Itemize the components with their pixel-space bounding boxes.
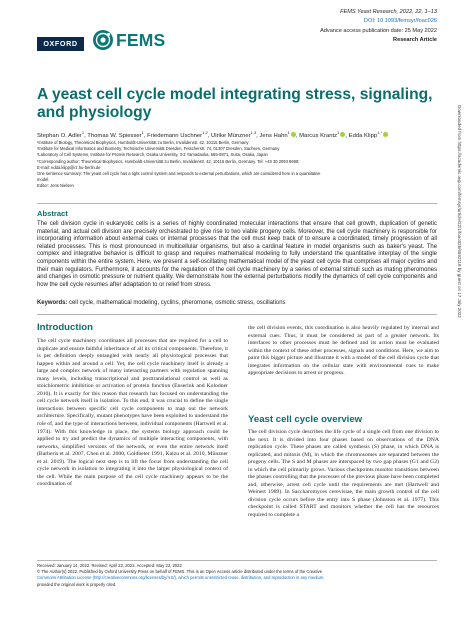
article-title: A yeast cell cycle model integrating stress, signaling, and physiology bbox=[37, 86, 433, 122]
corresponding-email: E-mail: edda.klipp@rz.hu-berlin.de bbox=[37, 164, 101, 170]
author-name[interactable] bbox=[147, 130, 208, 139]
article-type: Research Article bbox=[393, 36, 437, 43]
affiliation-3: ³Laboratory of Cell Systems, Institute for Protein Research, Osaka University, 3-2 Yamadaoka, 565-0871, Suita, Osaka, Japan bbox=[37, 152, 268, 158]
keywords-label: Keywords: bbox=[37, 300, 68, 306]
author-label: Edda Klipp bbox=[348, 132, 378, 139]
divider bbox=[37, 203, 437, 204]
section-heading-cell-cycle: Yeast cell cycle overview bbox=[248, 414, 363, 425]
author-affiliation-marker: 1 bbox=[81, 130, 85, 135]
author-name[interactable] bbox=[211, 130, 257, 139]
body-text-top: the cell division events, this coordination is also heavily regulated by internal and external cues. Thus, it must be considered as part of a greater network. Its interfaces to other processes must be defined and its action must be evaluated within the context of these other processes, signals and conditions. Here, we aim to paint this bigger picture and illustrate it with a model of the cell division cycle that integrates information on the cellular state with environmental cues to make appropriate decisions to arrest or progress. bbox=[248, 325, 439, 377]
author-affiliation-marker: 1,* bbox=[377, 130, 383, 135]
fems-logo bbox=[92, 29, 165, 51]
affiliations bbox=[37, 140, 437, 190]
author-name[interactable] bbox=[37, 130, 85, 139]
author-name[interactable] bbox=[348, 130, 388, 139]
affiliation-1: ¹Institute of Biology, Theoretical Biophysics, Humboldt-Universität zu Berlin, Invalidenstr. 42, 10115 Berlin, Germany bbox=[37, 140, 249, 145]
license-line-1: © The Author(s) 2022. Published by Oxford University Press on behalf of FEMS. This is an Open Access article distributed under the terms of the Creative bbox=[37, 569, 323, 575]
author-separator: , bbox=[143, 132, 148, 139]
journal-info bbox=[217, 8, 437, 45]
divider bbox=[37, 560, 437, 561]
author-label: Thomas W. Spiesser bbox=[87, 132, 142, 139]
author-affiliation-marker: 1 bbox=[337, 130, 340, 135]
affiliation-2: ²Institute for Medical Informatics and Biometry, Technische Universität Dresden, Fetscherstr. 74, 01307 Dresden, Sachsen, Germany bbox=[37, 146, 280, 152]
editor: Editor: Jens Nielsen bbox=[37, 183, 74, 189]
orcid-icon[interactable] bbox=[383, 132, 388, 137]
author-affiliation-marker: 1 bbox=[141, 130, 144, 135]
abstract-heading: Abstract bbox=[37, 209, 68, 218]
license-line-2[interactable]: Commons Attribution License (http://creativecommons.org/licenses/by/4.0/), which permits unrestricted reuse, distribution, and reproduction in any medium, bbox=[37, 575, 325, 581]
keywords-text: cell cycle, mathematical modeling, cyclins, pheromone, osmotic stress, oscillations bbox=[69, 300, 286, 306]
intro-heading: Introduction bbox=[37, 322, 93, 333]
divider bbox=[37, 314, 437, 315]
author-affiliation-marker: 1,3 bbox=[250, 130, 257, 135]
abstract-text: The cell division cycle in eukaryotic cells is a series of highly coordinated molecular interactions that ensure that cell growth, duplication of genetic material, and actual cell division are precisely orchestrated to give rise to two viable progeny cells. Moreover, the cell cycle machinery is responsible for incorporating information about external cues or internal processes that the cell must keep track of to ensure a coordinated, timely progression of all related processes. This is most pronounced in multicellular organisms, but also a cardinal feature in model organisms such as baker's yeast. The complex and integrative behavior is difficult to grasp and requires mathematical modeling to fully understand the quantitative interplay of the single components within the entire system. Here, we present a self-oscillating mathematical model of the yeast cell cycle that comprises all major cyclins and their main regulators. Furthermore, it accounts for the regulation of the cell cycle machinery by a series of external stimuli such as mating pheromones and changes in osmotic pressure or nutrient quality. We demonstrate how the external perturbations modify the dynamics of cell cycle components and how the cell cycle resumes after adaptation to or relief from stress. bbox=[37, 221, 437, 288]
author-name[interactable] bbox=[87, 130, 144, 139]
author-name[interactable] bbox=[299, 130, 345, 139]
author-label: Stephan O. Adler bbox=[37, 132, 82, 139]
author-affiliation-marker: 1 bbox=[287, 130, 290, 135]
oxford-logo: OXFORD bbox=[37, 37, 84, 51]
author-label: Friedemann Uschner bbox=[147, 132, 203, 139]
license-line-3: provided the original work is properly cited. bbox=[37, 581, 117, 587]
one-sentence-summary-cont: model. bbox=[37, 177, 50, 183]
advance-access-date: Advance access publication date: 25 May 2022 bbox=[320, 27, 437, 34]
download-watermark: Downloaded from https://academic.oup.com/femsyr/article/22/1/foac026/6592118 by guest on 17 July 2022 bbox=[457, 105, 462, 318]
received-dates: Received: January 14, 2022. Revised: April 22, 2022. Accepted: May 23, 2022 bbox=[37, 563, 182, 568]
author-separator: , bbox=[84, 132, 88, 139]
footer bbox=[37, 563, 437, 588]
intro-text: The cell cycle machinery coordinates all processes that are required for a cell to duplicate and ensure faithful inheritance of all its critical components. Therefore, it is per definition deeply entangled with nearly all physiological processes that happen within and around a cell. Yet, the cell cycle machinery itself is already a large and complex network of many interacting partners with regulation spanning many levels, including transcriptional and posttranslational control as well as stoichiometric inhibition or activation of protein function (Enserink and Kolodner 2010). It is exactly for this reason that research has focused on understanding the cell cycle network itself in isolation. To this end, it was crucial to define the single interactions between specific cell cycle components to map out the network architecture. Specifically, mutant phenotypes have been exploited to understand the role of, and the type of interactions between, individual components (Hartwell et al. 1974). With this knowledge in place, the systems biology approach could be applied to try and predict the dynamics of multiple interacting components, with networks, simplified versions of the network, or even the entire network itself (Barberis et al. 2007, Chen et al. 2000, Goldbeter 1991, Kalzu et al. 2010, Münzner et al. 2019). The logical next step is to lift the focus from understanding the cell cycle network in isolation to integrating it into the larger physiological context of the cell. While the main purpose of the cell cycle machinery appears to be the coordination of bbox=[37, 338, 228, 488]
author-affiliation-marker: 1,2 bbox=[202, 130, 208, 135]
author-label: Ulrike Münzner bbox=[211, 132, 251, 139]
author-separator: , bbox=[345, 132, 349, 139]
author-separator: , bbox=[256, 132, 260, 139]
author-name[interactable] bbox=[259, 130, 295, 139]
corresponding-author: *Corresponding author: Theoretical Biophysics, Humboldt-Universität zu Berlin, Invalidenstr. 42, 10115 Berlin, Germany. Tel: +49 30 2093 8698; bbox=[37, 158, 300, 164]
body-text-bottom: The cell division cycle describes the life cycle of a single cell from one division to the next. It is divided into four phases based on observations of the DNA replication cycle. These phases are called synthesis (S) phase, in which DNA is replicated, and mitosis (M), in which the chromosomes are separated between the progeny cells. The S and M phases are interspaced by two gap phases (G1 and G2) in which the cell primarily grows. Various checkpoints monitor transitions between the phases controlling that the processes of the previous phase have been completed and, otherwise, arrest cell cycle until the requirements are met (Hartwell and Weinert 1989). In Saccharomyces cerevisiae, the main growth control of the cell division cycle occurs before the entry into S phase (Johnston et al. 1977). This checkpoint is called START and monitors whether the cell has the resources required to complete a bbox=[248, 429, 439, 519]
journal-citation: FEMS Yeast Research, 2022, 22, 1–13 bbox=[340, 9, 437, 15]
author-separator: , bbox=[207, 132, 211, 139]
one-sentence-summary: One sentence summary: The yeast cell cycle has a tight control system and responds to external perturbations, which are considered here in a quantitative bbox=[37, 171, 321, 177]
author-separator: , bbox=[295, 132, 300, 139]
doi-link[interactable]: DOI: 10.1093/femsyr/foac026 bbox=[363, 18, 437, 25]
keywords bbox=[37, 300, 437, 308]
author-label: Jens Hahn bbox=[259, 132, 288, 139]
fems-wordmark: FEMS bbox=[116, 29, 166, 50]
fems-emblem-icon bbox=[92, 29, 114, 51]
author-list bbox=[37, 129, 437, 140]
author-label: Marcus Krantz bbox=[299, 132, 338, 139]
